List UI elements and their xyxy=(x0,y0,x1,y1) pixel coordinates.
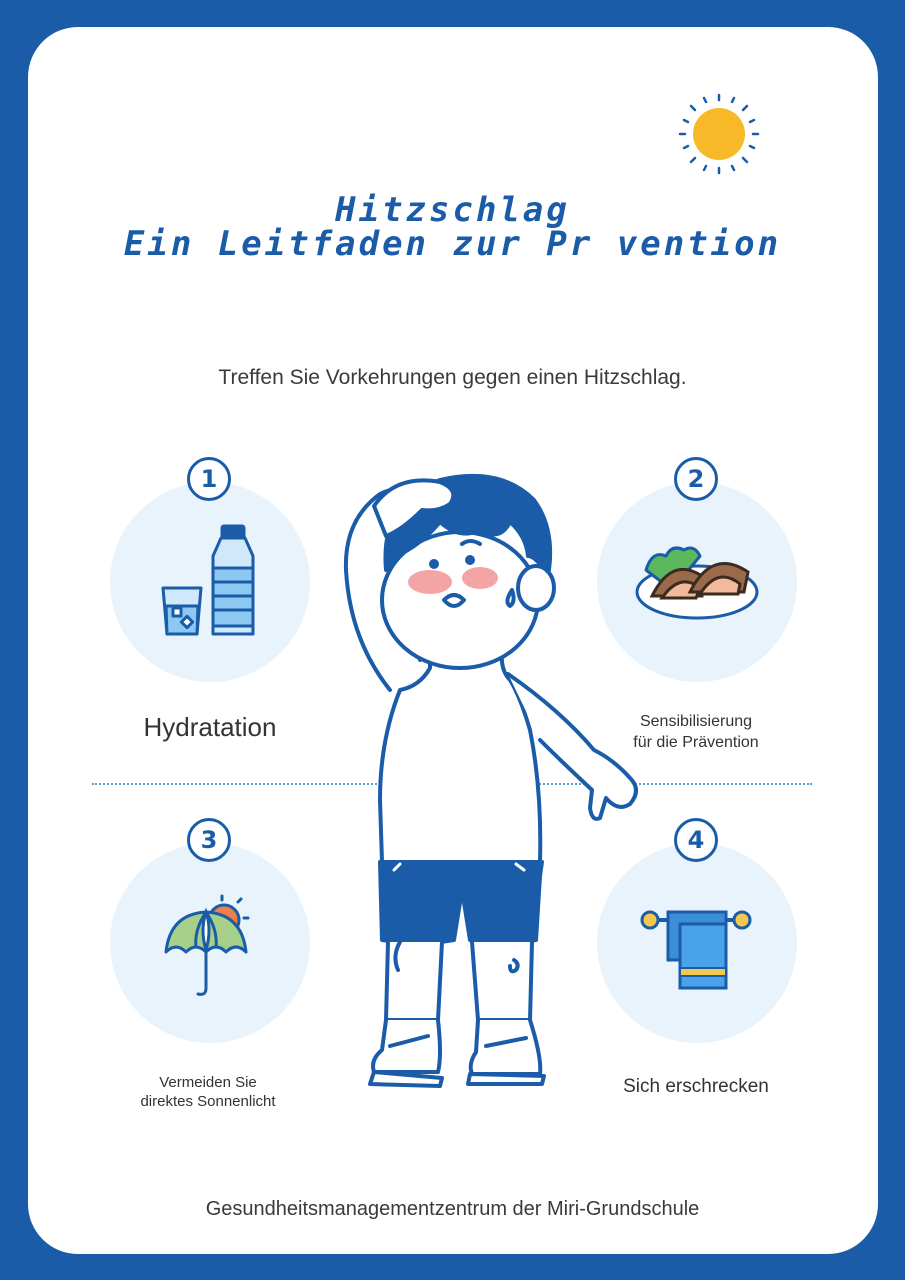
title-line-2: Ein Leitfaden zur Pr vention xyxy=(123,224,782,264)
umbrella-sun-icon xyxy=(160,890,260,1000)
step-4-label: Sich erschrecken xyxy=(623,1076,769,1097)
title-line-1: Hitzschlag xyxy=(335,190,570,230)
sun-icon xyxy=(672,92,766,180)
step-1-number: 1 xyxy=(187,457,231,501)
step-3-label-line-2: direktes Sonnenlicht xyxy=(140,1093,276,1110)
footer-text: Gesundheitsmanagementzentrum der Miri-Grundschule xyxy=(205,1198,700,1220)
water-bottle-glass-icon xyxy=(155,522,265,642)
step-3-number: 3 xyxy=(187,818,231,862)
step-2-label-line-1: Sensibilisierung xyxy=(639,713,753,730)
step-4-number: 4 xyxy=(674,818,718,862)
step-3-label xyxy=(98,1073,318,1111)
step-2-label xyxy=(586,711,806,753)
step-2-label-line-2: für die Prävention xyxy=(633,734,759,751)
subtitle: Treffen Sie Vorkehrungen gegen einen Hitzschlag. xyxy=(218,366,687,389)
step-1-label: Hydratation xyxy=(143,712,277,742)
overheated-boy-illustration xyxy=(330,460,660,1100)
step-2-number: 2 xyxy=(674,457,718,501)
step-3-label-line-1: Vermeiden Sie xyxy=(159,1074,257,1091)
